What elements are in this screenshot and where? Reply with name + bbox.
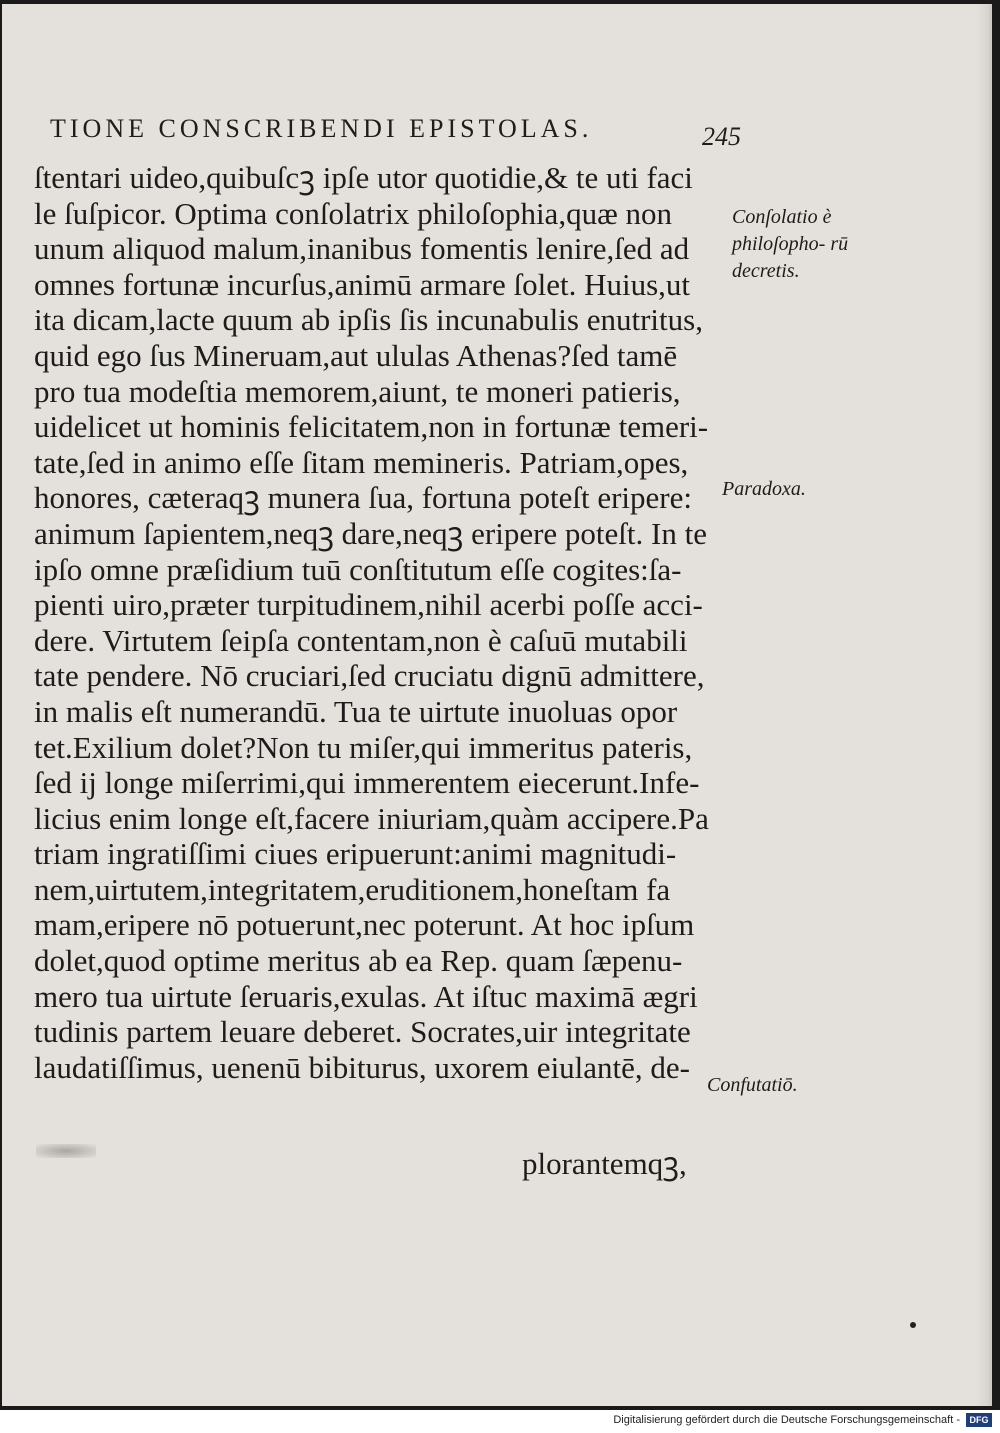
text-line: tate,ſed in animo eſſe ſitam memineris. Patriam,opes, bbox=[34, 444, 689, 480]
text-line: omnes fortunæ incurſus,animū armare ſolet. Huius,ut bbox=[34, 266, 691, 302]
body-text bbox=[34, 160, 724, 1085]
text-line: ipſo omne præſidium tuū conſtitutum eſſe cogites:ſa- bbox=[34, 551, 682, 587]
running-head: TIONE CONSCRIBENDI EPISTOLAS. bbox=[50, 114, 593, 143]
text-line: honores, cæteraqꝫ munera ſua, fortuna poteſt eripere: bbox=[34, 480, 692, 516]
book-page bbox=[2, 4, 992, 1406]
page-number: 245 bbox=[702, 122, 741, 151]
text-line: mam,eripere nō potuerunt,nec poterunt. At hoc ipſum bbox=[34, 907, 695, 943]
text-line: ſed ij longe miſerrimi,qui immerentem eiecerunt.Infe- bbox=[34, 765, 700, 801]
catchword: plorantemqꝫ, bbox=[522, 1146, 687, 1181]
ink-spot bbox=[910, 1322, 916, 1328]
text-line: laudatiſſimus, uenenū bibiturus, uxorem eiulantē, de- bbox=[34, 1049, 691, 1085]
marginal-note-confutatio: Confutatiō. bbox=[707, 1074, 798, 1096]
text-line: licius enim longe eſt,facere iniuriam,quàm accipere.Pa bbox=[34, 800, 709, 836]
ink-smudge bbox=[36, 1144, 96, 1158]
marginal-note-consolatio: Conſolatio è philoſopho- rū decretis. bbox=[732, 206, 849, 282]
text-line: dere. Virtutem ſeipſa contentam,non è caſuū mutabili bbox=[34, 622, 688, 658]
text-line: unum aliquod malum,inanibus fomentis lenire,ſed ad bbox=[34, 231, 690, 267]
text-line: pienti uiro,præter turpitudinem,nihil acerbi poſſe acci- bbox=[34, 587, 703, 623]
text-line: le ſuſpicor. Optima conſolatrix philoſophia,quæ non bbox=[34, 195, 672, 231]
footer-bar bbox=[0, 1410, 1000, 1433]
text-line: tudinis partem leuare deberet. Socrates,uir integritate bbox=[34, 1014, 691, 1050]
text-line: ſtentari uideo,quibuſcꝫ ipſe utor quotidie,& te uti faci bbox=[34, 160, 693, 195]
text-line: quid ego ſus Mineruam,aut ululas Athenas?ſed tamē bbox=[34, 337, 678, 373]
funding-credit: Digitalisierung gefördert durch die Deutsche Forschungsgemeinschaft - bbox=[613, 1414, 960, 1426]
text-line: pro tua modeſtia memorem,aiunt, te moneri patieris, bbox=[34, 373, 681, 409]
text-line: mero tua uirtute ſeruaris,exulas. At iſtuc maximā ægri bbox=[34, 978, 698, 1014]
text-line: tet.Exilium dolet?Non tu miſer,qui immeritus pateris, bbox=[34, 729, 693, 765]
text-line: ita dicam,lacte quum ab ipſis ſis incunabulis enutritus, bbox=[34, 302, 703, 338]
marginal-note-paradoxa: Paradoxa. bbox=[722, 478, 806, 500]
text-line: triam ingratiſſimi ciues eripuerunt:animi magnitudi- bbox=[34, 836, 677, 872]
text-line: dolet,quod optime meritus ab ea Rep. quam ſæpenu- bbox=[34, 943, 683, 979]
text-line: tate pendere. Nō cruciari,ſed cruciatu dignū admittere, bbox=[34, 658, 705, 694]
dfg-logo: DFG bbox=[966, 1413, 992, 1427]
text-line: animum ſapientem,neqꝫ dare,neqꝫ eripere poteſt. In te bbox=[34, 515, 707, 551]
text-line: in malis eſt numerandū. Tua te uirtute inuoluas opor bbox=[34, 693, 678, 729]
text-line: nem,uirtutem,integritatem,eruditionem,honeſtam fa bbox=[34, 871, 671, 907]
text-line: uidelicet ut hominis felicitatem,non in fortunæ temeri- bbox=[34, 409, 709, 445]
